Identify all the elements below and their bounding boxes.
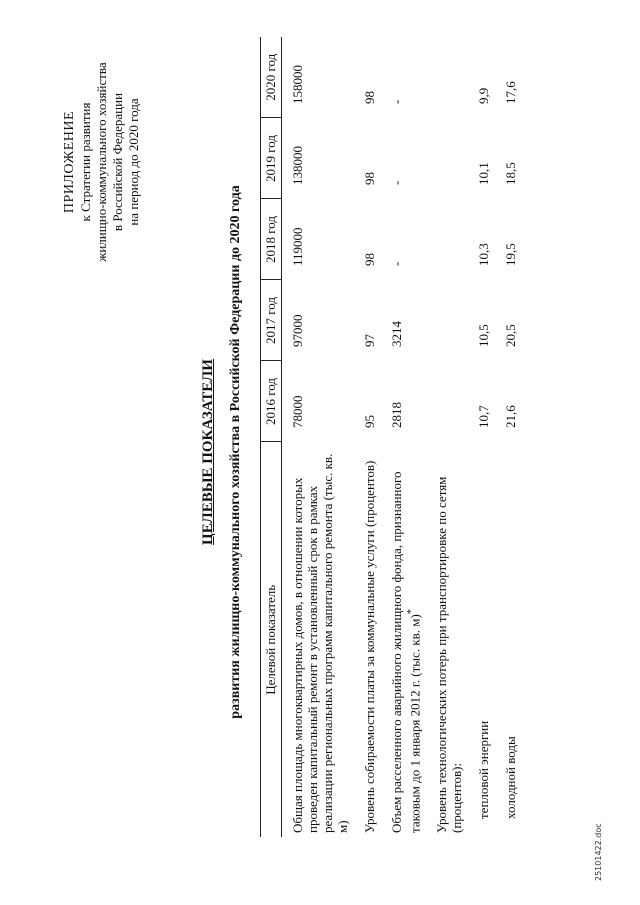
value-cell: 21,6 xyxy=(503,405,519,428)
value-cell xyxy=(426,37,468,118)
indicator-label: Общая площадь многоквартирных домов, в отношении которых проведен капитальный ремонт в установленный срок в рамках реализации региональных программ капитального ремонта (тыс. кв. м) xyxy=(290,453,350,833)
value-cell: 78000 xyxy=(290,395,305,428)
value-cell: - xyxy=(389,261,404,266)
value-cell: 10,5 xyxy=(476,324,492,347)
value-cell xyxy=(426,280,468,361)
value-cell: 158000 xyxy=(290,65,305,104)
appendix-label: ПРИЛОЖЕНИЕ xyxy=(62,110,77,214)
value-cell: 98 xyxy=(362,91,377,104)
value-cell: 18,5 xyxy=(503,162,519,185)
indicator-label: Уровень собираемости платы за коммунальные услуги (процентов) xyxy=(362,460,377,833)
value-cell xyxy=(426,118,468,199)
footnote-marker: * xyxy=(405,608,417,615)
indicator-label: холодной воды xyxy=(503,736,519,819)
table-row xyxy=(282,37,355,837)
table-row xyxy=(354,37,381,837)
appendix-block xyxy=(62,12,142,312)
value-cell: 10,3 xyxy=(476,243,492,266)
value-cell: 17,6 xyxy=(503,81,519,104)
column-header-2016: 2016 год xyxy=(261,361,282,442)
column-header-indicator: Целевой показатель xyxy=(261,442,282,837)
indicators-table xyxy=(260,37,522,837)
page-title: ЦЕЛЕВЫЕ ПОКАЗАТЕЛИ xyxy=(200,359,216,545)
table-row xyxy=(468,37,495,837)
table-row xyxy=(495,37,522,837)
value-cell: 119000 xyxy=(290,227,305,266)
column-header-2018: 2018 год xyxy=(261,199,282,280)
value-cell: 97000 xyxy=(290,314,305,347)
value-cell: 98 xyxy=(362,172,377,185)
table-row xyxy=(381,37,426,837)
indicator-label: Объем расселенного аварийного жилищного фонда, признанного таковым до 1 января 2012 г. (тыс. кв. м) xyxy=(389,471,423,833)
table-header-row xyxy=(261,37,282,837)
appendix-line: к Стратегии развития xyxy=(78,102,93,222)
appendix-line: в Российской Федерации xyxy=(110,92,125,232)
value-cell: 19,5 xyxy=(503,243,519,266)
value-cell: 10,7 xyxy=(476,405,492,428)
appendix-line: жилищно-коммунального хозяйства xyxy=(94,62,109,262)
value-cell: - xyxy=(389,180,404,185)
page-subtitle: развития жилищно-коммунального хозяйства в Российской Федерации до 2020 года xyxy=(228,185,243,719)
appendix-line: на период до 2020 года xyxy=(126,98,141,226)
value-cell: 3214 xyxy=(389,321,404,347)
document-filename: 25101422.doc xyxy=(594,823,603,881)
indicator-label: Уровень технологических потерь при транспортировке по сетям (процентов): xyxy=(434,476,465,833)
value-cell: 95 xyxy=(362,415,377,428)
indicator-cell xyxy=(381,442,426,837)
value-cell: 20,5 xyxy=(503,324,519,347)
value-cell: - xyxy=(389,99,404,104)
rotated-document-page xyxy=(20,17,620,887)
column-header-2019: 2019 год xyxy=(261,118,282,199)
value-cell xyxy=(426,199,468,280)
value-cell xyxy=(426,361,468,442)
value-cell: 9,9 xyxy=(476,87,492,104)
indicator-label: тепловой энергии xyxy=(476,720,492,819)
value-cell: 138000 xyxy=(290,146,305,185)
value-cell: 98 xyxy=(362,253,377,266)
column-header-2017: 2017 год xyxy=(261,280,282,361)
value-cell: 10,1 xyxy=(476,162,492,185)
value-cell: 97 xyxy=(362,334,377,347)
column-header-2020: 2020 год xyxy=(261,37,282,118)
value-cell: 2818 xyxy=(389,402,404,428)
table-row xyxy=(426,37,468,837)
